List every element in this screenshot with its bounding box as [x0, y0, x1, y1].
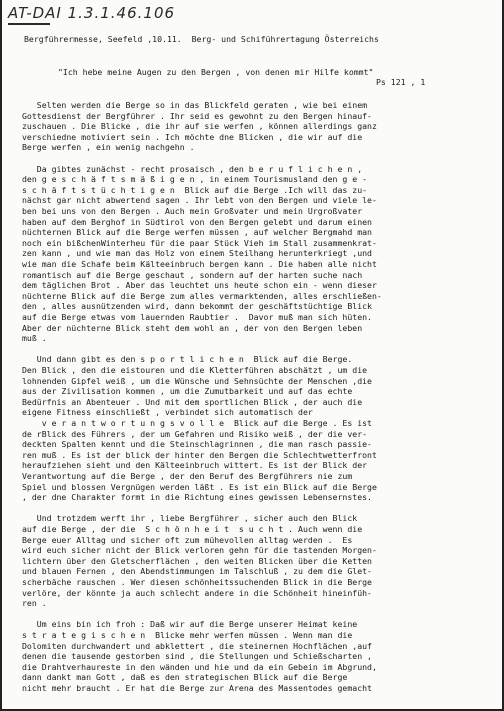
text-line: wird euch sicher nicht der Blick verloren gehn für die tastenden Morgen- — [22, 545, 377, 556]
text-line: v e r a n t w o r t u n g s v o l l e Blick auf die Berge . Es ist — [22, 418, 372, 428]
text-line: ren muß . Es ist der blick der hinter den Bergen die Schlechtwetterfront — [22, 449, 377, 460]
stamp-underline — [8, 23, 50, 25]
text-line: ren . — [22, 598, 47, 609]
text-line: nächst gar nicht abwertend sagen . Ihr lebt von den Bergen und viele le- — [22, 195, 377, 206]
text-line: deckten Spalten kennt und die Steinschlagrinnen , die man rasch passie- — [22, 439, 372, 450]
text-line: s c h ä f t s t ü c h t i g e n Blick auf die Berge .Ich will das zu- — [22, 184, 368, 195]
text-line: noch ein bißchenWinterheu für die paar Stück Vieh im Stall zusammenkrat- — [22, 237, 377, 248]
text-line: zen kann , und wie man das Holz von einem Steilhang herunterkriegt ,und — [22, 248, 372, 259]
text-line: denen die tausende gestorben sind , die Stellungen und Schießscharten , — [22, 651, 372, 662]
text-line: Den Blick , den die eistouren und die Kletterführen abschätzt , um die — [22, 365, 368, 375]
text-line: Bedürfnis an Abenteuer . Und mit dem sportlichen Blick , der auch die — [22, 396, 363, 407]
text-line: lohnenden Gipfel weiß , um die Wünsche und Sehnsüchte der Menschen ,die — [22, 375, 372, 386]
text-line: dann dankt man Gott , daß es den strategischen Blick auf die Berge — [22, 672, 348, 683]
text-line: den , alles ausnützenden wird, dann bekommt der geschäftstüchtige Blick — [22, 301, 372, 312]
text-line: eigene Fitness einschließt , verbindet sich automatisch der — [22, 407, 313, 418]
text-line: Spiel und blossen Vergnügen werden läßt . Es ist ein Blick auf die Berge — [22, 481, 377, 492]
text-line: auf die Berge etwas vom lauernden Raubtier . Davor muß man sich hüten. — [22, 312, 372, 322]
text-line: Da gibtes zunächst - recht prosaisch , den b e r u f l i c h e n , — [22, 163, 363, 174]
text-line: heraufziehen sieht und den Kälteeinbruch wittert. Es ist der Blick der — [22, 460, 368, 471]
text-line: lichtern über den Gletscherflächen , den weiten Blicken über die Ketten — [22, 555, 372, 566]
text-line: wie man die Schafe beim Kälteeinbruch bergen kann . Die haben alle nicht — [22, 259, 377, 269]
text-line: und blauen Fernen , den Abendstimmungen im Talschluß , zu dem die Glet- — [22, 566, 372, 577]
text-line: , der dne Charakter formt in die Richtung eines gewissen Lebensernstes. — [22, 492, 372, 503]
archive-stamp: AT-DAI 1.3.1.46.106 — [8, 4, 176, 22]
text-line: Verantwortung auf die Berge , der den Beruf des Bergführers nie zum — [22, 471, 353, 481]
text-line: auf die Berge , der die S c h ö n h e i t s u c h t . Auch wenn die — [22, 524, 363, 534]
text-line: den g e s c h ä f t s m ä ß i g e n , in einem Tourismusland den g e - — [22, 174, 368, 185]
text-line: zuschauen . Die Blicke , die ihr auf sie werfen , können allerdings ganz — [22, 121, 377, 132]
text-line: aus der Zivilisation kommen , um die Zumutbarkeit und auf das echte — [22, 386, 353, 397]
document-header: Bergführermesse, Seefeld ,10.11. Berg- und Schiführertagung Österreichs — [24, 34, 379, 44]
text-line: die Drahtverhaureste in den wänden und hie und da ein Gebein im Abgrund, — [22, 661, 377, 672]
text-line: verlöre, der könnte ja auch schlecht andere in die Schönheit hineinfüh- — [22, 587, 372, 598]
text-line: Berge werfen , ein wenig nachgehn . — [22, 142, 195, 153]
text-line: ben bei uns von den Bergen . Auch mein Großvater und mein Urgroßvater — [22, 206, 363, 216]
text-line: Dolomiten durchwandert und abklettert , die steinernen Hochflächen ,auf — [22, 640, 372, 651]
text-line: nüchterne Blick auf die Berge zum alles vermarktenden, alles erschließen- — [22, 290, 382, 301]
text-line: Berge euer Alltag und sicher oft zum mühevollen alltag werden . Es — [22, 534, 353, 545]
text-line: romantisch auf die Berge geschaut , sondern auf der harten suche nach — [22, 269, 363, 280]
text-line: Und dann gibt es den s p o r t l i c h e n Blick auf die Berge. — [22, 354, 353, 365]
text-line: scherbäche rauschen . Wer diesen schönheitssuchenden Blick in die Berge — [22, 577, 372, 587]
quote-reference: Ps 121 , 1 — [376, 77, 426, 87]
quote-line-1: "Ich hebe meine Augen zu den Bergen , von denen mir Hilfe kommt" — [58, 67, 374, 77]
text-line: dem täglichen Brot . Aber das leuchtet uns heute schon ein - wenn dieser — [22, 280, 377, 291]
text-line: nicht mehr braucht . Er hat die Berge zur Arena des Massentodes gemacht — [22, 683, 372, 693]
text-line: haben auf dem Berghof in Südtirol von den Bergen gelebt und darum einen — [22, 216, 372, 227]
text-line: muß . — [22, 333, 47, 344]
text-line: Um eins bin ich froh : Daß wir auf die Berge unserer Heimat keine — [22, 619, 358, 630]
text-line: s t r a t e g i s c h e n Blicke mehr werfen müssen . Wenn man die — [22, 630, 353, 640]
text-line: nüchternen Blick auf die Berge werfen müssen , auf welcher Bergmahd man — [22, 227, 372, 238]
text-line: de rBlick des Führers , der um Gefahren und Risiko weiß , der die ver- — [22, 428, 368, 439]
text-line: Selten werden die Berge so in das Blickfeld geraten , wie bei einem — [22, 100, 368, 110]
text-line: verschiedne motiviert sein . Ich möchte dne Blicken , die wir auf die — [22, 131, 363, 142]
text-line: Und trotzdem werft ihr , liebe Bergführer , sicher auch den Blick — [22, 513, 358, 524]
text-line: Gottesdienst der Bergführer . Ihr seid es gewohnt zu den Bergen hinauf- — [22, 110, 372, 121]
text-line: Aber der nüchterne Blick steht dem wohl an , der von den Bergen leben — [22, 322, 363, 333]
